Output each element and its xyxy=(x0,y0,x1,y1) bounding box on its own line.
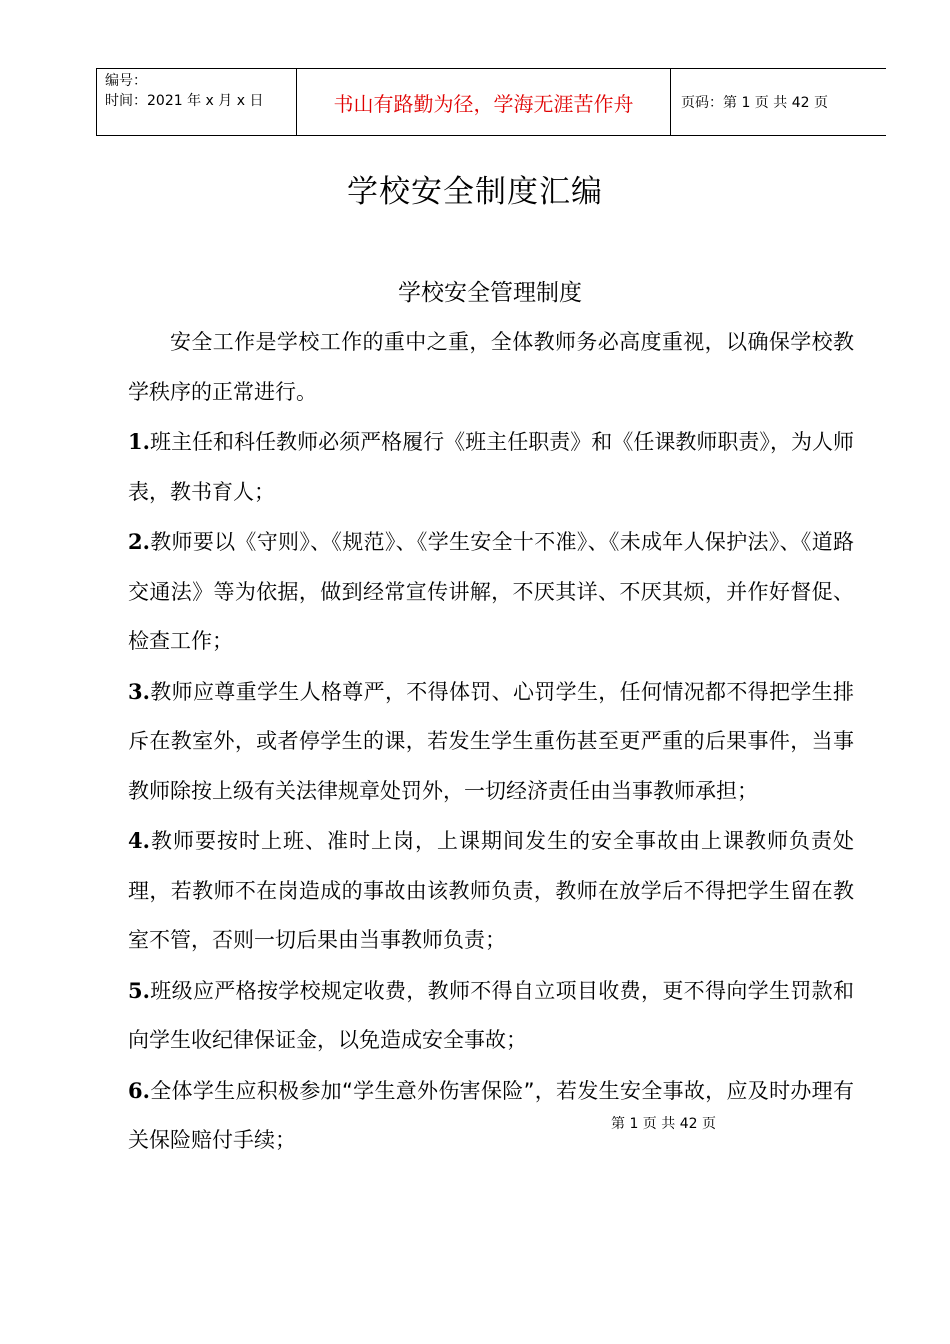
header-motto-cell xyxy=(297,69,671,135)
page-info: 页码：第 1 页 共 42 页 xyxy=(681,95,828,111)
item-number: 2. xyxy=(128,529,150,554)
item-text: 教师要以《守则》、《规范》、《学生安全十不准》、《未成年人保护法》、《道路交通法》等为依据，做到经常宣传讲解，不厌其详、不厌其烦，并作好督促、检查工作； xyxy=(128,530,854,653)
list-item xyxy=(128,417,854,517)
list-item xyxy=(128,816,854,966)
document-title: 学校安全制度汇编 xyxy=(347,174,603,210)
section-title: 学校安全管理制度 xyxy=(398,280,582,306)
header-table xyxy=(96,68,886,136)
list-item xyxy=(128,966,854,1066)
item-text: 教师要按时上班、准时上岗，上课期间发生的安全事故由上课教师负责处理，若教师不在岗造成的事故由该教师负责，教师在放学后不得把学生留在教室不管，否则一切后果由当事教师负责； xyxy=(128,829,854,952)
page-footer: 第 1 页 共 42 页 xyxy=(611,1116,716,1132)
header-meta-cell xyxy=(96,69,297,135)
item-number: 5. xyxy=(128,977,150,1003)
item-number: 6. xyxy=(128,1077,150,1103)
intro-paragraph: 安全工作是学校工作的重中之重，全体教师务必高度重视，以确保学校教学秩序的正常进行。 xyxy=(128,330,854,404)
item-number: 4. xyxy=(128,828,150,853)
list-item xyxy=(128,517,854,667)
item-number: 3. xyxy=(128,678,150,704)
item-text: 全体学生应积极参加“学生意外伤害保险”，若发生安全事故，应及时办理有关保险赔付手续； xyxy=(128,1078,854,1152)
motto-text: 书山有路勤为径，学海无涯苦作舟 xyxy=(333,91,634,116)
item-text: 教师应尊重学生人格尊严，不得体罚、心罚学生，任何情况都不得把学生排斥在教室外，或者停学生的课，若发生学生重伤甚至更严重的后果事件，当事教师除按上级有关法律规章处罚外，一切经济责任由当事教师承担； xyxy=(128,679,854,803)
document-body xyxy=(128,318,854,1166)
number-label: 编号： xyxy=(105,73,147,89)
header-page-cell xyxy=(671,69,886,135)
item-number: 1. xyxy=(128,429,150,454)
time-label: 时间：2021 年 x 月 x 日 xyxy=(105,93,264,109)
item-text: 班级应严格按学校规定收费，教师不得自立项目收费，更不得向学生罚款和向学生收纪律保证金，以免造成安全事故； xyxy=(128,978,854,1052)
list-item xyxy=(128,1066,854,1166)
list-item xyxy=(128,667,854,817)
item-text: 班主任和科任教师必须严格履行《班主任职责》和《任课教师职责》，为人师表，教书育人； xyxy=(128,430,854,504)
